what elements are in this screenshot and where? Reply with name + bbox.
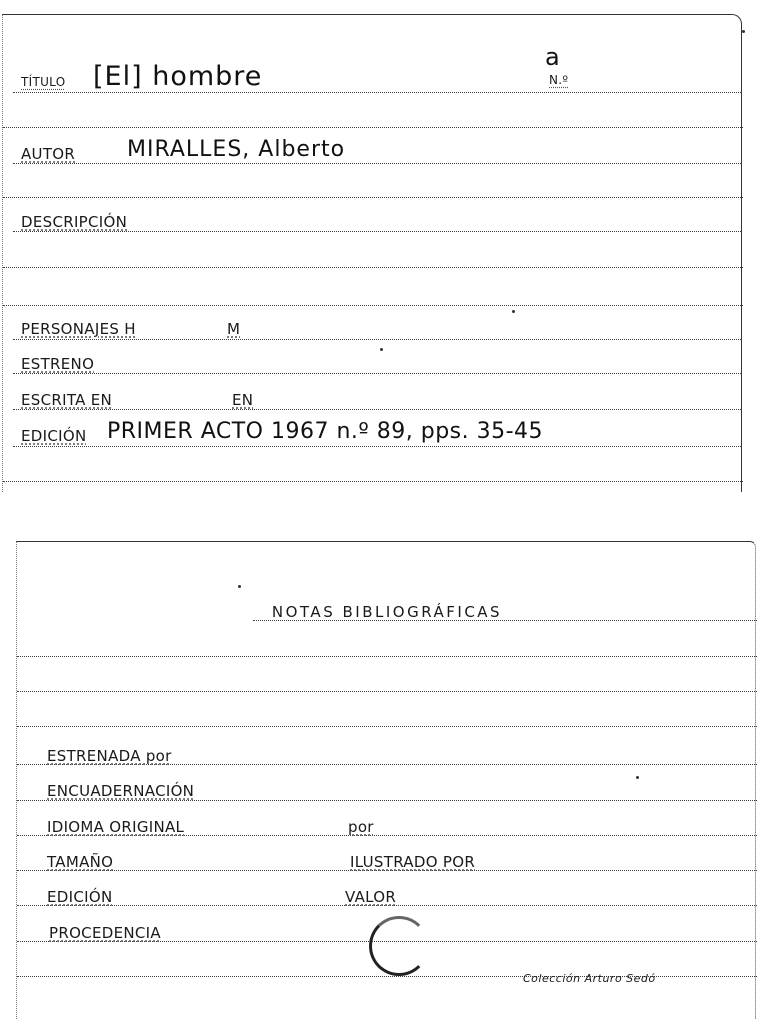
edicion-line — [13, 446, 741, 447]
estreno-label: ESTRENO — [21, 355, 95, 373]
personajes-line — [13, 339, 741, 340]
heading-line — [253, 620, 757, 621]
catalog-card-front — [2, 14, 742, 492]
escrita-line — [13, 409, 741, 410]
titulo-value: [El] hombre — [93, 61, 263, 92]
descripcion-line — [13, 231, 741, 232]
personajes-m-label: M — [227, 320, 241, 338]
descripcion-line-2 — [3, 267, 743, 268]
valor-label: VALOR — [345, 888, 397, 906]
separator-line — [3, 127, 743, 128]
autor-label: AUTOR — [21, 145, 76, 163]
ilustrado-label: ILUSTRADO POR — [350, 853, 476, 871]
catalog-card-back — [16, 541, 756, 1019]
descripcion-line-3 — [3, 305, 743, 306]
autor-line — [13, 163, 741, 164]
notas-line-1 — [17, 656, 757, 657]
bottom-line — [3, 481, 743, 482]
escrita-en-label: ESCRITA EN — [21, 391, 113, 409]
procedencia-label: PROCEDENCIA — [49, 924, 161, 942]
stamp-circle-mark — [369, 916, 429, 976]
titulo-label: TÍTULO — [21, 75, 66, 89]
estrenada-label: ESTRENADA por — [47, 747, 172, 765]
notas-line-3 — [17, 726, 757, 727]
encuadernacion-label: ENCUADERNACIÓN — [47, 782, 195, 800]
numero-label: N.º — [549, 73, 569, 87]
personajes-label: PERSONAJES H — [21, 320, 136, 338]
titulo-line — [13, 92, 741, 93]
speck — [238, 585, 241, 588]
descripcion-label: DESCRIPCIÓN — [21, 213, 128, 231]
edicion-value: PRIMER ACTO 1967 n.º 89, pps. 35-45 — [107, 419, 544, 444]
por-label: por — [348, 818, 374, 836]
collection-stamp: Colección Arturo Sedó — [523, 972, 656, 985]
notas-heading: NOTAS BIBLIOGRÁFICAS — [271, 603, 503, 621]
tamano-label: TAMAÑO — [47, 853, 114, 871]
notas-line-2 — [17, 691, 757, 692]
speck — [742, 30, 745, 33]
autor-value: MIRALLES, Alberto — [127, 137, 346, 162]
edicion-back-label: EDICIÓN — [47, 888, 113, 906]
encuadernacion-line — [17, 800, 757, 801]
en-label: EN — [232, 391, 254, 409]
speck — [512, 310, 515, 313]
numero-value: a — [545, 43, 561, 71]
estreno-line — [13, 373, 741, 374]
speck — [380, 348, 383, 351]
speck — [636, 776, 639, 779]
edicion-label: EDICIÓN — [21, 427, 87, 445]
separator-line — [3, 197, 743, 198]
idioma-label: IDIOMA ORIGINAL — [47, 818, 185, 836]
